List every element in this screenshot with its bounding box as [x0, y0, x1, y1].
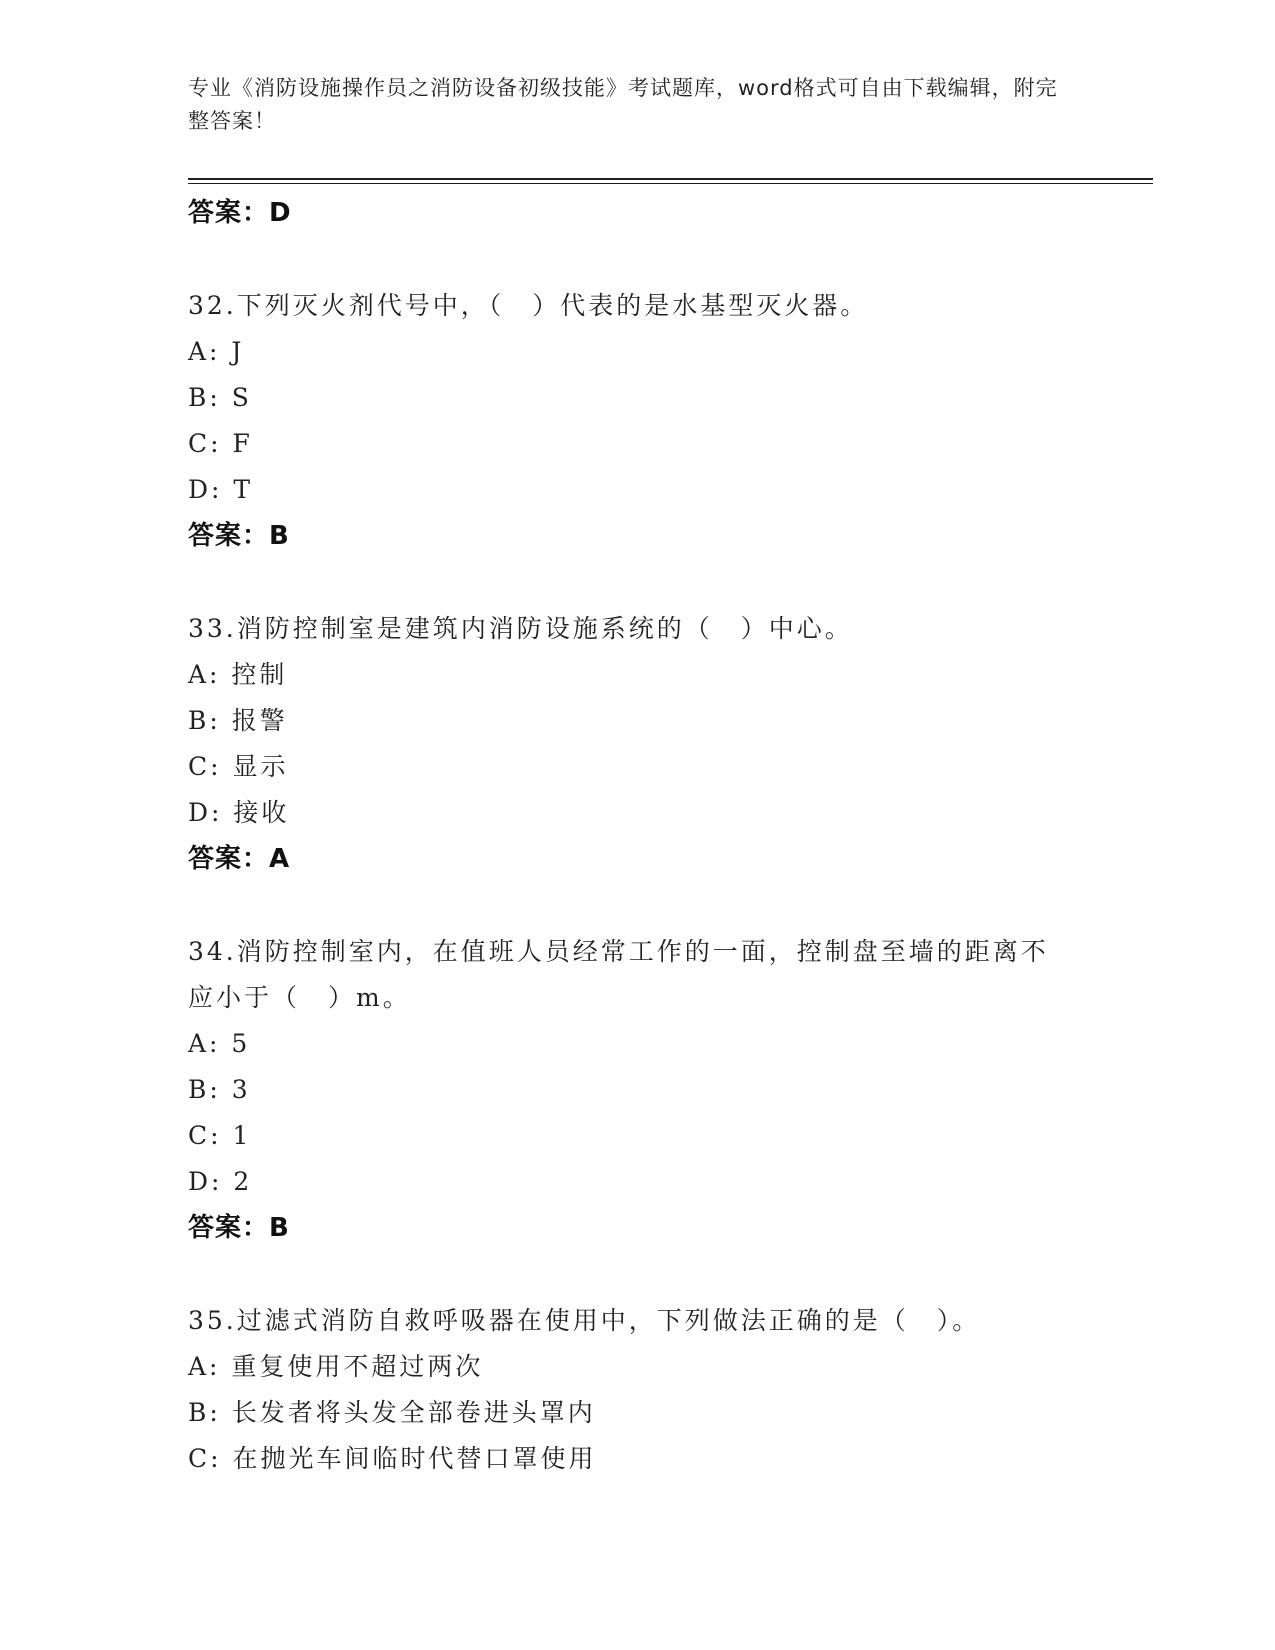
answer-34: 答案：B [188, 1213, 290, 1243]
header-rule-thick [188, 178, 1153, 180]
answer-31: 答案：D [188, 198, 292, 228]
option-35-a: A: 重复使用不超过两次 [188, 1352, 484, 1381]
question-34-line-1: 34.消防控制室内，在值班人员经常工作的一面，控制盘至墙的距离不 [188, 937, 1049, 966]
answer-33: 答案：A [188, 844, 291, 874]
option-32-d: D: T [188, 475, 254, 504]
option-34-c: C: 1 [188, 1121, 252, 1150]
page-header: 专业《消防设施操作员之消防设备初级技能》考试题库，word格式可自由下载编辑，附完整答案！ [188, 76, 1058, 133]
option-34-b: B: 3 [188, 1075, 251, 1104]
header-rule-thin [188, 183, 1153, 184]
option-34-d: D: 2 [188, 1167, 253, 1196]
option-33-d: D: 接收 [188, 798, 290, 827]
option-33-c: C: 显示 [188, 752, 289, 781]
option-32-a: A: J [188, 337, 245, 366]
question-list [188, 190, 1153, 1482]
question-35: 35.过滤式消防自救呼吸器在使用中，下列做法正确的是（ ）。 [188, 1306, 981, 1335]
question-34-line-2: 应小于（ ）m。 [188, 983, 411, 1012]
option-32-c: C: F [188, 429, 253, 458]
option-35-b: B: 长发者将头发全部卷进头罩内 [188, 1398, 596, 1427]
document-page [188, 0, 1153, 1650]
option-35-c: C: 在抛光车间临时代替口罩使用 [188, 1444, 597, 1473]
question-32: 32.下列灭火剂代号中，（ ）代表的是水基型灭火器。 [188, 291, 869, 320]
option-33-b: B: 报警 [188, 706, 288, 735]
option-34-a: A: 5 [188, 1029, 251, 1058]
question-33: 33.消防控制室是建筑内消防设施系统的（ ）中心。 [188, 614, 853, 643]
option-32-b: B: S [188, 383, 252, 412]
option-33-a: A: 控制 [188, 660, 288, 689]
answer-32: 答案：B [188, 521, 290, 551]
